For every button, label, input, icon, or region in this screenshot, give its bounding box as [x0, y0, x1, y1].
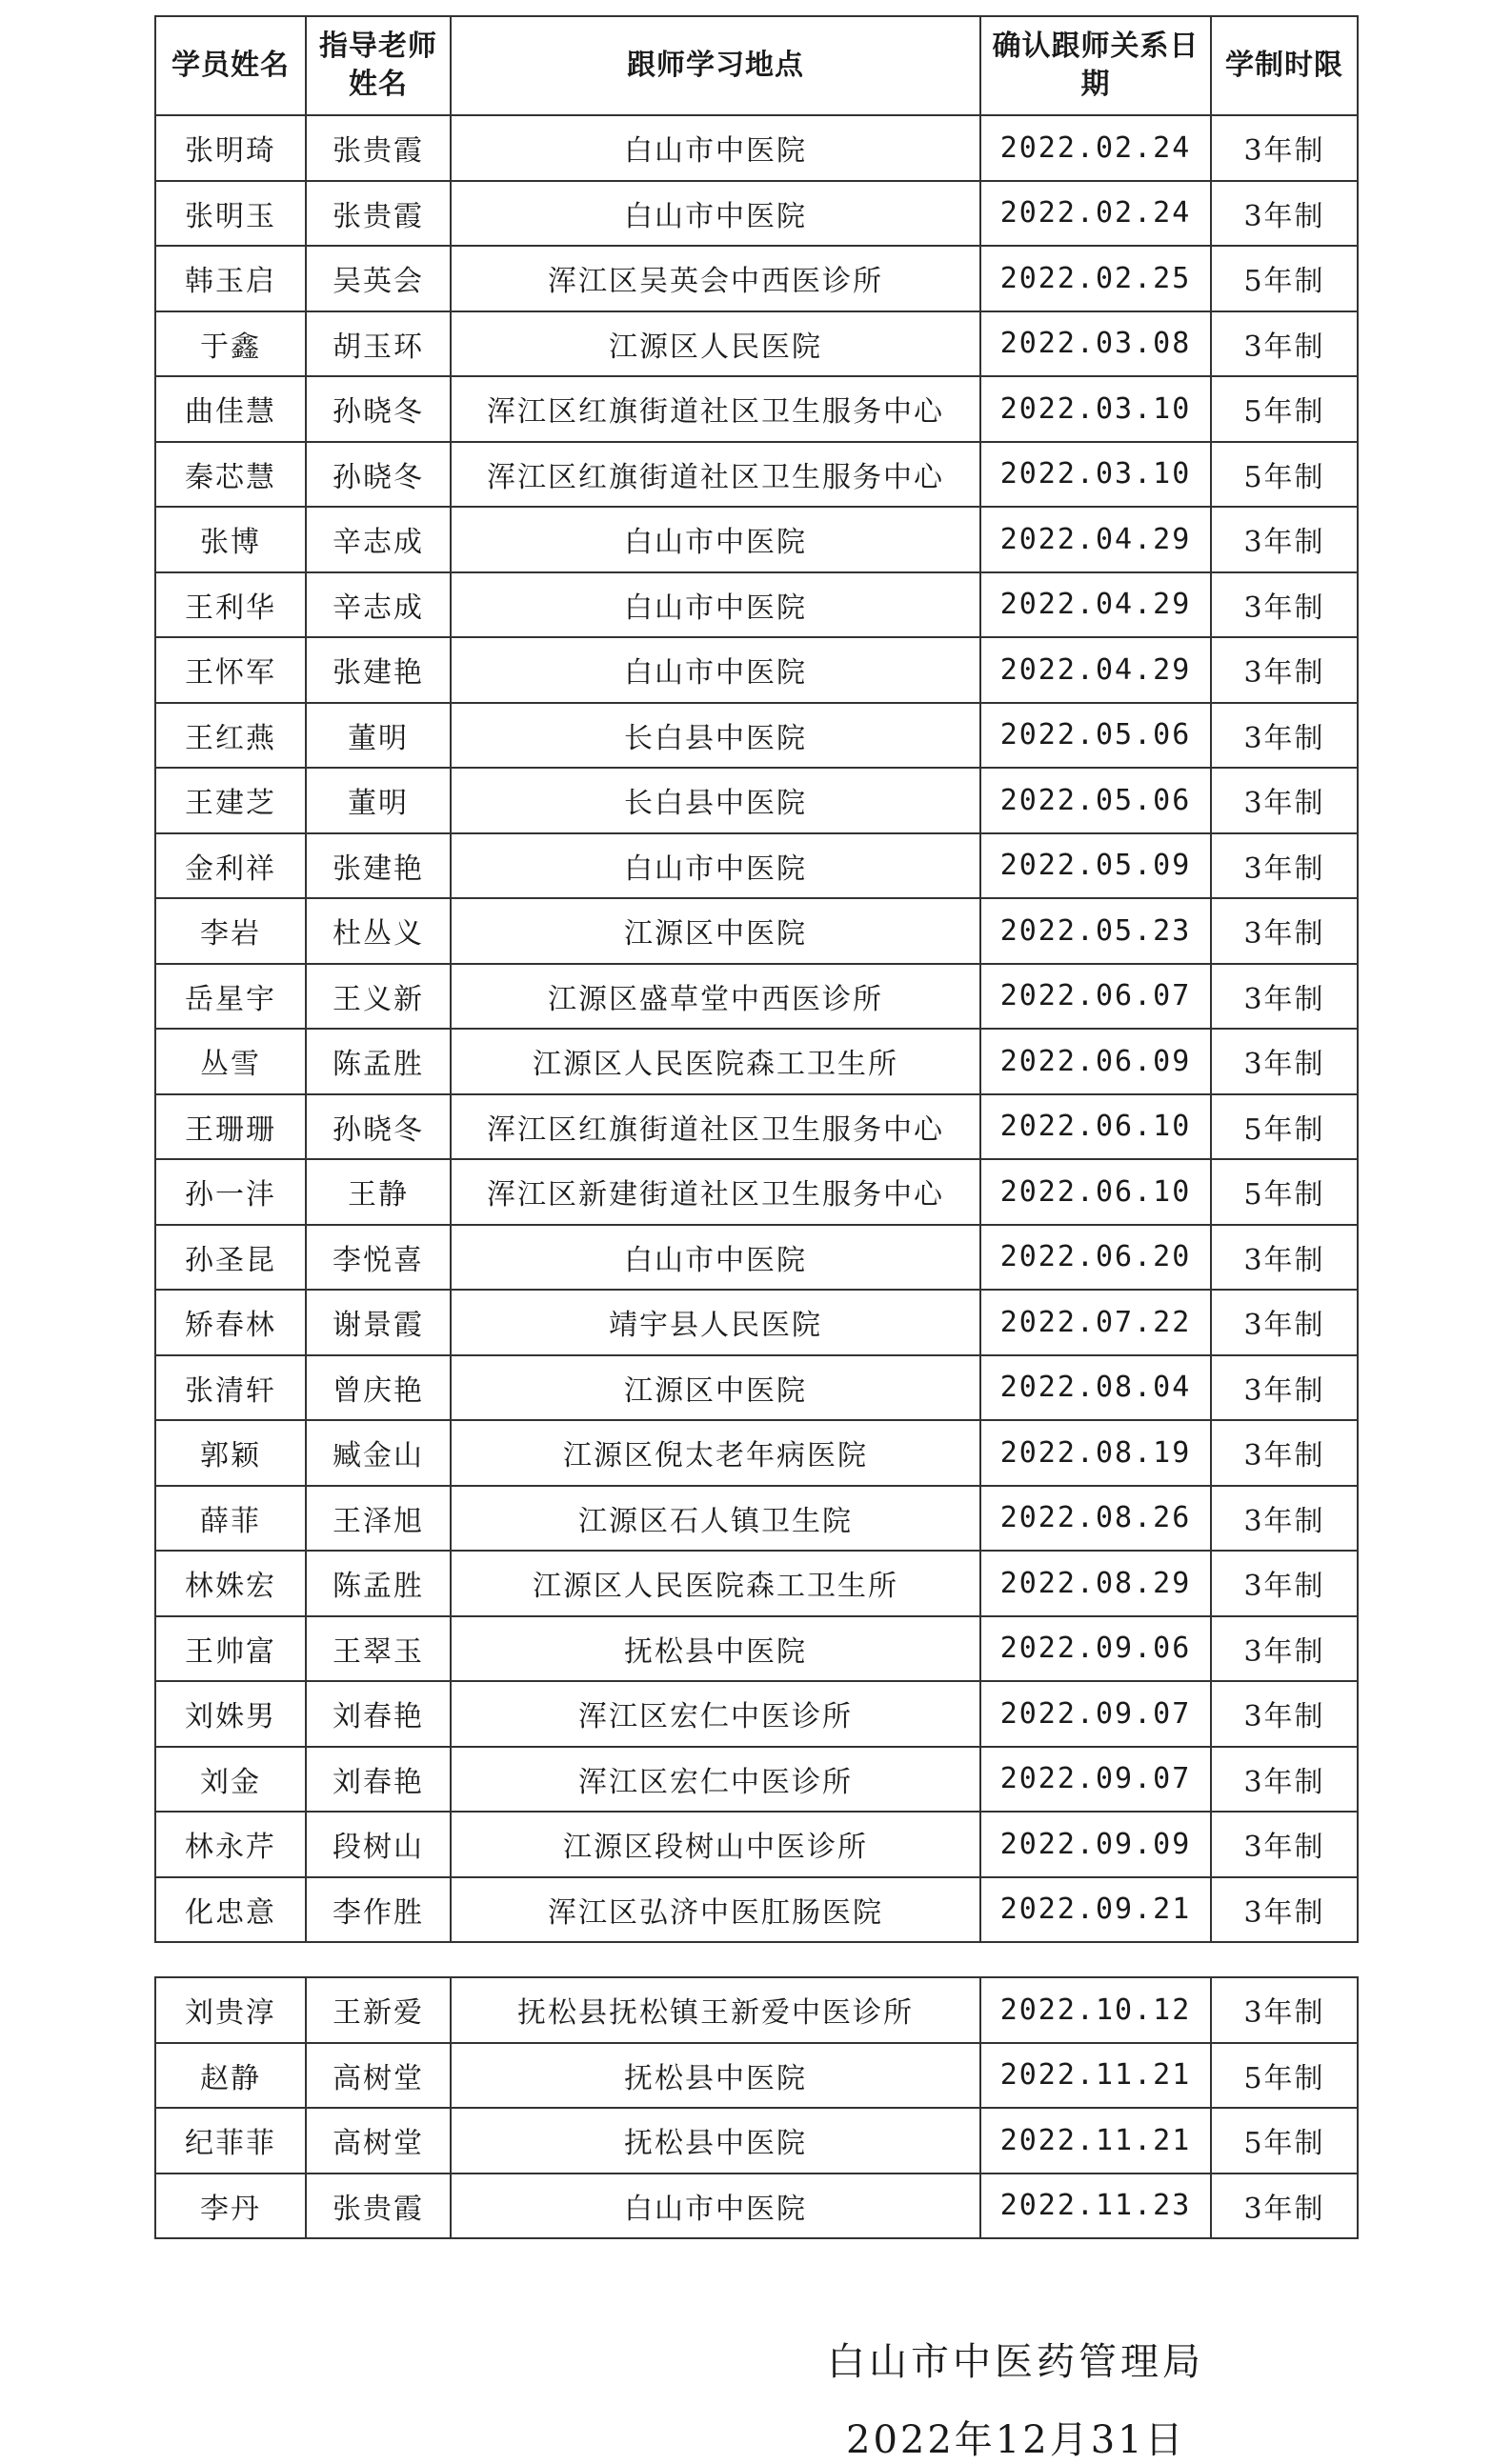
- cell-term: 3年制: [1211, 115, 1358, 181]
- cell-location: 白山市中医院: [451, 2174, 980, 2239]
- cell-location: 抚松县抚松镇王新爱中医诊所: [451, 1977, 980, 2043]
- table-row: [155, 572, 1358, 638]
- header-confirm-date: 确认跟师关系日期: [980, 16, 1211, 115]
- cell-confirm-date: 2022.10.12: [980, 1977, 1211, 2043]
- roster-table-part2: [154, 1976, 1359, 2239]
- table-row: [155, 1355, 1358, 1421]
- cell-confirm-date: 2022.06.07: [980, 964, 1211, 1030]
- table-row: [155, 246, 1358, 311]
- cell-teacher-name: 胡玉环: [306, 311, 451, 377]
- table-row: [155, 833, 1358, 899]
- cell-teacher-name: 张贵霞: [306, 181, 451, 247]
- cell-term: 3年制: [1211, 768, 1358, 833]
- cell-teacher-name: 李悦喜: [306, 1225, 451, 1291]
- cell-location: 浑江区弘济中医肛肠医院: [451, 1877, 980, 1943]
- cell-student-name: 张明玉: [155, 181, 306, 247]
- cell-student-name: 王帅富: [155, 1616, 306, 1682]
- table-row: [155, 181, 1358, 247]
- cell-confirm-date: 2022.06.09: [980, 1029, 1211, 1094]
- cell-student-name: 王怀军: [155, 637, 306, 703]
- table-row: [155, 1977, 1358, 2043]
- cell-term: 5年制: [1211, 246, 1358, 311]
- table-body-part1: [155, 115, 1358, 1942]
- cell-location: 江源区石人镇卫生院: [451, 1486, 980, 1552]
- cell-term: 3年制: [1211, 898, 1358, 964]
- cell-location: 浑江区红旗街道社区卫生服务中心: [451, 1094, 980, 1160]
- cell-student-name: 林永芹: [155, 1812, 306, 1877]
- header-location: 跟师学习地点: [451, 16, 980, 115]
- header-term: 学制时限: [1211, 16, 1358, 115]
- cell-student-name: 薛菲: [155, 1486, 306, 1552]
- cell-teacher-name: 辛志成: [306, 572, 451, 638]
- cell-student-name: 林姝宏: [155, 1551, 306, 1616]
- cell-confirm-date: 2022.04.29: [980, 637, 1211, 703]
- cell-student-name: 赵静: [155, 2043, 306, 2109]
- cell-student-name: 化忠意: [155, 1877, 306, 1943]
- cell-confirm-date: 2022.02.25: [980, 246, 1211, 311]
- cell-confirm-date: 2022.09.21: [980, 1877, 1211, 1943]
- cell-term: 5年制: [1211, 1159, 1358, 1225]
- table-row: [155, 1812, 1358, 1877]
- cell-student-name: 李岩: [155, 898, 306, 964]
- cell-student-name: 岳星宇: [155, 964, 306, 1030]
- table-row: [155, 311, 1358, 377]
- cell-term: 3年制: [1211, 703, 1358, 769]
- table-row: [155, 1681, 1358, 1747]
- cell-confirm-date: 2022.09.09: [980, 1812, 1211, 1877]
- cell-location: 江源区段树山中医诊所: [451, 1812, 980, 1877]
- cell-term: 3年制: [1211, 1681, 1358, 1747]
- cell-term: 3年制: [1211, 311, 1358, 377]
- cell-term: 3年制: [1211, 507, 1358, 572]
- roster-table-part1: [154, 15, 1359, 1943]
- cell-location: 抚松县中医院: [451, 1616, 980, 1682]
- cell-teacher-name: 王泽旭: [306, 1486, 451, 1552]
- cell-student-name: 王红燕: [155, 703, 306, 769]
- cell-location: 浑江区红旗街道社区卫生服务中心: [451, 376, 980, 442]
- cell-term: 3年制: [1211, 1812, 1358, 1877]
- cell-teacher-name: 臧金山: [306, 1420, 451, 1486]
- cell-teacher-name: 张贵霞: [306, 2174, 451, 2239]
- cell-location: 白山市中医院: [451, 181, 980, 247]
- table-row: [155, 1616, 1358, 1682]
- table-row: [155, 1094, 1358, 1160]
- issuer-name: 白山市中医药管理局: [827, 2340, 1204, 2384]
- cell-teacher-name: 杜丛义: [306, 898, 451, 964]
- cell-teacher-name: 段树山: [306, 1812, 451, 1877]
- cell-teacher-name: 高树堂: [306, 2043, 451, 2109]
- cell-confirm-date: 2022.08.19: [980, 1420, 1211, 1486]
- cell-location: 白山市中医院: [451, 1225, 980, 1291]
- cell-confirm-date: 2022.09.07: [980, 1681, 1211, 1747]
- cell-location: 长白县中医院: [451, 768, 980, 833]
- cell-student-name: 张明琦: [155, 115, 306, 181]
- cell-location: 江源区人民医院: [451, 311, 980, 377]
- cell-student-name: 李丹: [155, 2174, 306, 2239]
- cell-location: 抚松县中医院: [451, 2108, 980, 2174]
- cell-confirm-date: 2022.03.10: [980, 376, 1211, 442]
- table-row: [155, 1877, 1358, 1943]
- cell-term: 3年制: [1211, 964, 1358, 1030]
- table-row: [155, 637, 1358, 703]
- cell-student-name: 于鑫: [155, 311, 306, 377]
- table-row: [155, 1747, 1358, 1813]
- cell-student-name: 韩玉启: [155, 246, 306, 311]
- cell-confirm-date: 2022.04.29: [980, 507, 1211, 572]
- cell-teacher-name: 王静: [306, 1159, 451, 1225]
- table-body-part2: [155, 1977, 1358, 2238]
- table-row: [155, 1159, 1358, 1225]
- cell-location: 江源区中医院: [451, 898, 980, 964]
- header-teacher-name: 指导老师姓名: [306, 16, 451, 115]
- cell-student-name: 刘金: [155, 1747, 306, 1813]
- cell-teacher-name: 张贵霞: [306, 115, 451, 181]
- cell-student-name: 王利华: [155, 572, 306, 638]
- cell-term: 3年制: [1211, 1486, 1358, 1552]
- cell-term: 3年制: [1211, 1355, 1358, 1421]
- cell-location: 浑江区宏仁中医诊所: [451, 1681, 980, 1747]
- table-row: [155, 964, 1358, 1030]
- cell-confirm-date: 2022.02.24: [980, 181, 1211, 247]
- cell-student-name: 张清轩: [155, 1355, 306, 1421]
- cell-confirm-date: 2022.05.09: [980, 833, 1211, 899]
- table-row: [155, 2174, 1358, 2239]
- cell-student-name: 纪菲菲: [155, 2108, 306, 2174]
- cell-teacher-name: 孙晓冬: [306, 376, 451, 442]
- issue-date: 2022年12月31日: [846, 2418, 1186, 2462]
- cell-confirm-date: 2022.11.23: [980, 2174, 1211, 2239]
- table-row: [155, 115, 1358, 181]
- cell-student-name: 孙圣昆: [155, 1225, 306, 1291]
- cell-confirm-date: 2022.08.26: [980, 1486, 1211, 1552]
- cell-term: 3年制: [1211, 1616, 1358, 1682]
- cell-confirm-date: 2022.08.29: [980, 1551, 1211, 1616]
- cell-student-name: 金利祥: [155, 833, 306, 899]
- cell-term: 5年制: [1211, 376, 1358, 442]
- cell-term: 5年制: [1211, 1094, 1358, 1160]
- cell-confirm-date: 2022.02.24: [980, 115, 1211, 181]
- cell-location: 浑江区吴英会中西医诊所: [451, 246, 980, 311]
- cell-confirm-date: 2022.11.21: [980, 2043, 1211, 2109]
- cell-term: 3年制: [1211, 1877, 1358, 1943]
- table-row: [155, 768, 1358, 833]
- cell-term: 3年制: [1211, 1225, 1358, 1291]
- cell-term: 3年制: [1211, 2174, 1358, 2239]
- cell-student-name: 丛雪: [155, 1029, 306, 1094]
- cell-teacher-name: 谢景霞: [306, 1290, 451, 1355]
- cell-student-name: 张博: [155, 507, 306, 572]
- cell-confirm-date: 2022.07.22: [980, 1290, 1211, 1355]
- cell-confirm-date: 2022.03.08: [980, 311, 1211, 377]
- cell-location: 白山市中医院: [451, 115, 980, 181]
- table-row: [155, 898, 1358, 964]
- cell-teacher-name: 刘春艳: [306, 1747, 451, 1813]
- table-row: [155, 1029, 1358, 1094]
- cell-term: 3年制: [1211, 572, 1358, 638]
- cell-term: 3年制: [1211, 1977, 1358, 2043]
- cell-location: 白山市中医院: [451, 507, 980, 572]
- table-row: [155, 376, 1358, 442]
- cell-teacher-name: 李作胜: [306, 1877, 451, 1943]
- table-row: [155, 1225, 1358, 1291]
- table-row: [155, 442, 1358, 508]
- cell-teacher-name: 王新爱: [306, 1977, 451, 2043]
- cell-student-name: 刘姝男: [155, 1681, 306, 1747]
- cell-confirm-date: 2022.05.06: [980, 703, 1211, 769]
- cell-confirm-date: 2022.06.10: [980, 1094, 1211, 1160]
- cell-teacher-name: 张建艳: [306, 833, 451, 899]
- cell-location: 江源区倪太老年病医院: [451, 1420, 980, 1486]
- cell-confirm-date: 2022.06.10: [980, 1159, 1211, 1225]
- cell-term: 5年制: [1211, 2108, 1358, 2174]
- cell-location: 江源区人民医院森工卫生所: [451, 1551, 980, 1616]
- cell-location: 浑江区新建街道社区卫生服务中心: [451, 1159, 980, 1225]
- cell-confirm-date: 2022.05.23: [980, 898, 1211, 964]
- cell-student-name: 王建芝: [155, 768, 306, 833]
- cell-teacher-name: 辛志成: [306, 507, 451, 572]
- cell-location: 白山市中医院: [451, 833, 980, 899]
- table-row: [155, 2108, 1358, 2174]
- cell-location: 浑江区红旗街道社区卫生服务中心: [451, 442, 980, 508]
- cell-student-name: 刘贵淳: [155, 1977, 306, 2043]
- cell-location: 白山市中医院: [451, 637, 980, 703]
- cell-location: 浑江区宏仁中医诊所: [451, 1747, 980, 1813]
- cell-student-name: 郭颖: [155, 1420, 306, 1486]
- cell-confirm-date: 2022.09.07: [980, 1747, 1211, 1813]
- cell-teacher-name: 董明: [306, 703, 451, 769]
- cell-confirm-date: 2022.04.29: [980, 572, 1211, 638]
- cell-location: 白山市中医院: [451, 572, 980, 638]
- cell-teacher-name: 吴英会: [306, 246, 451, 311]
- table-row: [155, 507, 1358, 572]
- cell-teacher-name: 孙晓冬: [306, 442, 451, 508]
- cell-student-name: 曲佳慧: [155, 376, 306, 442]
- cell-teacher-name: 董明: [306, 768, 451, 833]
- table-row: [155, 1290, 1358, 1355]
- cell-term: 5年制: [1211, 442, 1358, 508]
- table-row: [155, 703, 1358, 769]
- cell-confirm-date: 2022.06.20: [980, 1225, 1211, 1291]
- cell-confirm-date: 2022.09.06: [980, 1616, 1211, 1682]
- cell-term: 3年制: [1211, 637, 1358, 703]
- cell-confirm-date: 2022.08.04: [980, 1355, 1211, 1421]
- cell-term: 3年制: [1211, 1551, 1358, 1616]
- cell-teacher-name: 曾庆艳: [306, 1355, 451, 1421]
- header-student-name: 学员姓名: [155, 16, 306, 115]
- table-row: [155, 1420, 1358, 1486]
- cell-term: 3年制: [1211, 1290, 1358, 1355]
- cell-teacher-name: 陈孟胜: [306, 1029, 451, 1094]
- cell-term: 3年制: [1211, 1029, 1358, 1094]
- table-row: [155, 1551, 1358, 1616]
- cell-student-name: 秦芯慧: [155, 442, 306, 508]
- cell-student-name: 孙一沣: [155, 1159, 306, 1225]
- table-header-row: [155, 16, 1358, 115]
- cell-teacher-name: 孙晓冬: [306, 1094, 451, 1160]
- cell-location: 江源区中医院: [451, 1355, 980, 1421]
- cell-student-name: 王珊珊: [155, 1094, 306, 1160]
- cell-teacher-name: 王义新: [306, 964, 451, 1030]
- table-row: [155, 2043, 1358, 2109]
- cell-teacher-name: 高树堂: [306, 2108, 451, 2174]
- cell-confirm-date: 2022.11.21: [980, 2108, 1211, 2174]
- cell-confirm-date: 2022.03.10: [980, 442, 1211, 508]
- cell-teacher-name: 张建艳: [306, 637, 451, 703]
- table-row: [155, 1486, 1358, 1552]
- cell-location: 江源区人民医院森工卫生所: [451, 1029, 980, 1094]
- cell-term: 3年制: [1211, 181, 1358, 247]
- cell-location: 抚松县中医院: [451, 2043, 980, 2109]
- cell-teacher-name: 陈孟胜: [306, 1551, 451, 1616]
- cell-term: 3年制: [1211, 833, 1358, 899]
- cell-term: 5年制: [1211, 2043, 1358, 2109]
- cell-location: 江源区盛草堂中西医诊所: [451, 964, 980, 1030]
- cell-location: 长白县中医院: [451, 703, 980, 769]
- cell-student-name: 矫春林: [155, 1290, 306, 1355]
- cell-term: 3年制: [1211, 1747, 1358, 1813]
- cell-confirm-date: 2022.05.06: [980, 768, 1211, 833]
- cell-teacher-name: 王翠玉: [306, 1616, 451, 1682]
- cell-teacher-name: 刘春艳: [306, 1681, 451, 1747]
- cell-location: 靖宇县人民医院: [451, 1290, 980, 1355]
- cell-term: 3年制: [1211, 1420, 1358, 1486]
